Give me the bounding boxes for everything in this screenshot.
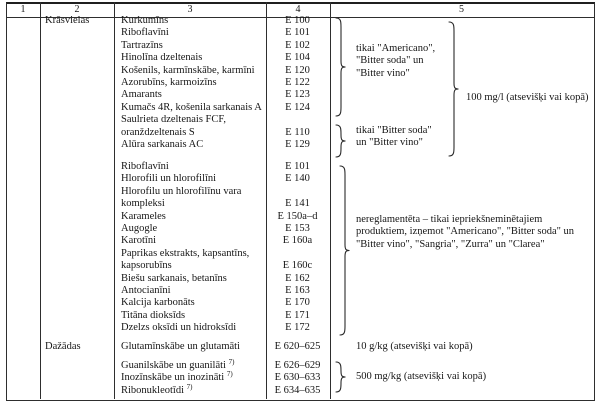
substance-name: Titāna dioksīds — [121, 309, 186, 321]
e-number: E 101 — [285, 161, 310, 172]
substance-name: Karameles — [121, 210, 166, 222]
annotation-line: un "Bitter vino" — [356, 137, 423, 149]
substance-name: Inozīnskābe un inozināti $^{7)}$ — [121, 370, 233, 384]
e-number: E 170 — [285, 297, 310, 309]
substance-name: Kurkumīns — [121, 15, 169, 26]
e-number: E 123 — [285, 89, 310, 101]
substance-name: Azorubīns, karmoizīns — [121, 76, 217, 88]
annotation-line: nereglamentēta – tikai iepriekšneminētajiem — [356, 214, 543, 225]
e-number: E 630–633 — [274, 372, 321, 384]
e-number: E 162 — [285, 272, 310, 284]
annotation-limit-100: 100 mg/l (atsevišķi vai kopā) — [466, 92, 589, 103]
substance-name: Hlorofilu un hlorofilīnu vara — [121, 185, 242, 197]
substance-name: Ribonukleotīdi $^{7)}$ — [121, 382, 193, 396]
e-number: E 122 — [285, 76, 310, 88]
annotation-unregulated — [356, 214, 574, 251]
e-number: E 150a–d — [277, 210, 318, 222]
brace-icon-group2 — [338, 165, 350, 336]
e-number: E 100 — [285, 15, 310, 26]
annotation-limit-500: 500 mg/kg (atsevišķi vai kopā) — [356, 371, 487, 382]
substance-name: oranždzeltenais S — [121, 126, 195, 138]
substance-name: Augogle — [121, 222, 158, 234]
substance-name: Kalcija karbonāts — [121, 297, 195, 309]
substance-name: Karotīni — [121, 235, 156, 247]
substance-list-group3 — [121, 341, 271, 353]
substance-name: kapsorubīns — [121, 260, 172, 272]
annotation-line: "Bitter vino", "Sangria", "Zurra" un "Clarea" — [356, 238, 545, 250]
substance-name: Guanilskābe un guanilāti $^{7)}$ — [121, 358, 235, 371]
brace-icon-bitter-only — [334, 124, 346, 158]
column-header-4: 4 — [295, 4, 301, 15]
substance-name: Glutamīnskābe un glutamāti — [121, 341, 240, 352]
e-number: E 153 — [285, 222, 310, 234]
substance-name: Paprikas ekstrakts, kapsantīns, — [121, 247, 250, 259]
column-divider-4 — [330, 2, 331, 399]
e-number: E 129 — [285, 138, 310, 150]
substance-name: kompleksi — [121, 198, 165, 210]
substance-name: Antocianīni — [121, 284, 171, 296]
brace-icon-group1-top — [334, 17, 346, 117]
e-number: E 634–635 — [274, 384, 321, 396]
column-header-3: 3 — [187, 4, 193, 15]
e-number: E 140 — [285, 173, 310, 185]
e-number: E 104 — [285, 52, 310, 64]
e-number: E 160a — [282, 235, 313, 247]
brace-icon-limit-100 — [447, 21, 459, 157]
annotation-americano-bitter — [356, 43, 435, 80]
annotation-line: tikai "Americano", — [356, 43, 436, 54]
code-list-group4 — [266, 360, 329, 397]
e-number: E 141 — [285, 198, 310, 210]
code-list-group1 — [266, 15, 329, 151]
e-number: E 172 — [285, 322, 310, 334]
substance-name: Alūra sarkanais AC — [121, 138, 204, 150]
substance-name: Hlorofili un hlorofilīni — [121, 173, 217, 185]
column-header-5: 5 — [459, 4, 464, 15]
e-number: E 163 — [285, 284, 310, 296]
category-label-colorants: Krāsvielas — [45, 15, 90, 26]
substance-name: Košenils, karmīnskābe, karmīni — [121, 64, 255, 76]
substance-name: Dzelzs oksīdi un hidroksīdi — [121, 322, 237, 334]
category-label-various: Dažādas — [45, 341, 81, 352]
annotation-line: "Bitter vino" — [356, 67, 410, 79]
e-number: E 120 — [285, 64, 310, 76]
annotation-line: "Bitter soda" un — [356, 55, 424, 67]
brace-icon-limit-500 — [334, 361, 346, 393]
code-list-group2 — [266, 161, 329, 334]
annotation-limit-10: 10 g/kg (atsevišķi vai kopā) — [356, 341, 473, 352]
annotation-line: produktiem, izņemot "Americano", "Bitter soda" un — [356, 226, 575, 238]
footnote-marker: 7) — [228, 358, 235, 366]
substance-list-group1 — [121, 15, 271, 151]
substance-name: Biešu sarkanais, betanīns — [121, 272, 227, 284]
substance-name: Riboflavīni — [121, 27, 169, 39]
e-number: E 110 — [285, 126, 310, 138]
substance-name: Tartrazīns — [121, 39, 163, 51]
substance-name: Hinolīna dzeltenais — [121, 52, 203, 64]
e-number: E 160c — [282, 260, 313, 272]
e-number — [266, 248, 329, 260]
footnote-marker: 7) — [186, 382, 193, 391]
e-number: E 626–629 — [274, 360, 321, 371]
annotation-line: tikai "Bitter soda" — [356, 125, 432, 136]
column-divider-1 — [40, 2, 41, 399]
column-header-1: 1 — [20, 4, 26, 15]
code-list-group3 — [266, 341, 329, 353]
column-divider-2 — [114, 2, 115, 399]
e-number: E 124 — [285, 101, 310, 113]
footnote-marker: 7) — [226, 370, 233, 379]
substance-list-group2 — [121, 161, 271, 334]
substance-name: Saulrieta dzeltenais FCF, — [121, 114, 227, 126]
e-number: E 102 — [285, 39, 310, 51]
annotation-bitter-only — [356, 125, 432, 150]
column-header-2: 2 — [74, 4, 80, 15]
substance-name: Riboflavīni — [121, 161, 169, 172]
substance-name: Amarants — [121, 89, 162, 101]
e-number — [266, 186, 329, 198]
e-number: E 101 — [285, 27, 310, 39]
e-number: E 171 — [285, 309, 310, 321]
e-number: E 620–625 — [274, 341, 321, 352]
e-number — [266, 114, 329, 126]
substance-name: Kumačs 4R, košenila sarkanais A — [121, 101, 262, 113]
substance-list-group4 — [121, 360, 271, 397]
